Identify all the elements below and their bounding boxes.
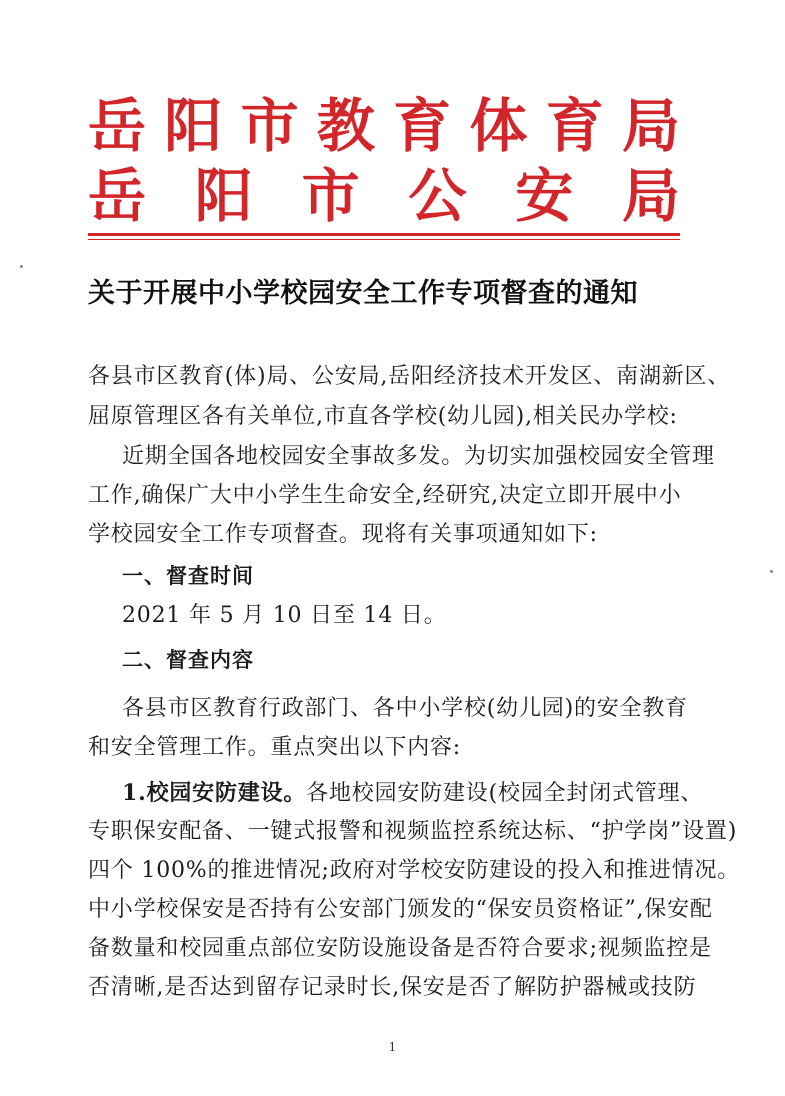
letterhead-char: 局 (621, 92, 680, 160)
letterhead-char: 市 (240, 92, 299, 160)
intro-line: 工作,确保广大中小学生生命安全,经研究,决定立即开展中小 (88, 483, 682, 508)
letterhead-char: 教 (316, 92, 375, 160)
item-1-line: 四个 100%的推进情况;政府对学校安防建设的投入和推进情况。 (88, 858, 741, 883)
letterhead-public-security-bureau (88, 164, 680, 228)
letterhead-char: 岳 (88, 162, 147, 230)
letterhead-char: 岳 (88, 92, 147, 160)
addressee-line: 各县市区教育(体)局、公安局,岳阳经济技术开发区、南湖新区、 (88, 364, 731, 389)
section-heading-content: 二、督查内容 (122, 648, 254, 672)
addressee-line: 屈原管理区各有关单位,市直各学校(幼儿园),相关民办学校: (88, 404, 678, 429)
item-1-line: 备数量和校园重点部位安防设施设备是否符合要求;视频监控是 (88, 936, 712, 961)
item-1-line: 中小学校保安是否持有公安部门颁发的“保安员资格证”,保安配 (88, 897, 713, 922)
document-title: 关于开展中小学校园安全工作专项督查的通知 (88, 278, 638, 309)
content-line: 各县市区教育行政部门、各中小学校(幼儿园)的安全教育 (122, 696, 688, 721)
letterhead-char: 公 (408, 162, 467, 230)
item-1-line: 否清晰,是否达到留存记录时长,保安是否了解防护器械或技防 (88, 975, 697, 1000)
letterhead-red-rule (88, 233, 680, 236)
page-number: 1 (388, 1040, 397, 1054)
item-1-lead: 1.校园安防建设。 (122, 780, 307, 806)
letterhead-char: 局 (621, 162, 680, 230)
item-1-line (122, 778, 704, 808)
item-1-line: 专职保安配备、一键式报警和视频监控系统达标、“护学岗”设置) (88, 819, 738, 844)
scan-speck (20, 265, 23, 268)
inspection-dates: 2021 年 5 月 10 日至 14 日。 (122, 603, 447, 628)
letterhead-char: 阳 (164, 92, 223, 160)
item-1-text: 各地校园安防建设(校园全封闭式管理、 (306, 781, 704, 806)
letterhead-char: 安 (515, 162, 574, 230)
letterhead-char: 育 (393, 92, 452, 160)
letterhead-char: 育 (545, 92, 604, 160)
letterhead-char: 市 (301, 162, 360, 230)
letterhead-red-rule-thin (88, 239, 680, 240)
scan-speck (770, 570, 773, 573)
content-line: 和安全管理工作。重点突出以下内容: (88, 735, 462, 760)
intro-line: 学校园安全工作专项督查。现将有关事项通知如下: (88, 522, 598, 547)
letterhead-char: 阳 (194, 162, 253, 230)
letterhead-education-bureau (88, 94, 680, 158)
letterhead-char: 体 (469, 92, 528, 160)
intro-line: 近期全国各地校园安全事故多发。为切实加强校园安全管理 (122, 444, 715, 469)
section-heading-time: 一、督查时间 (122, 564, 254, 588)
